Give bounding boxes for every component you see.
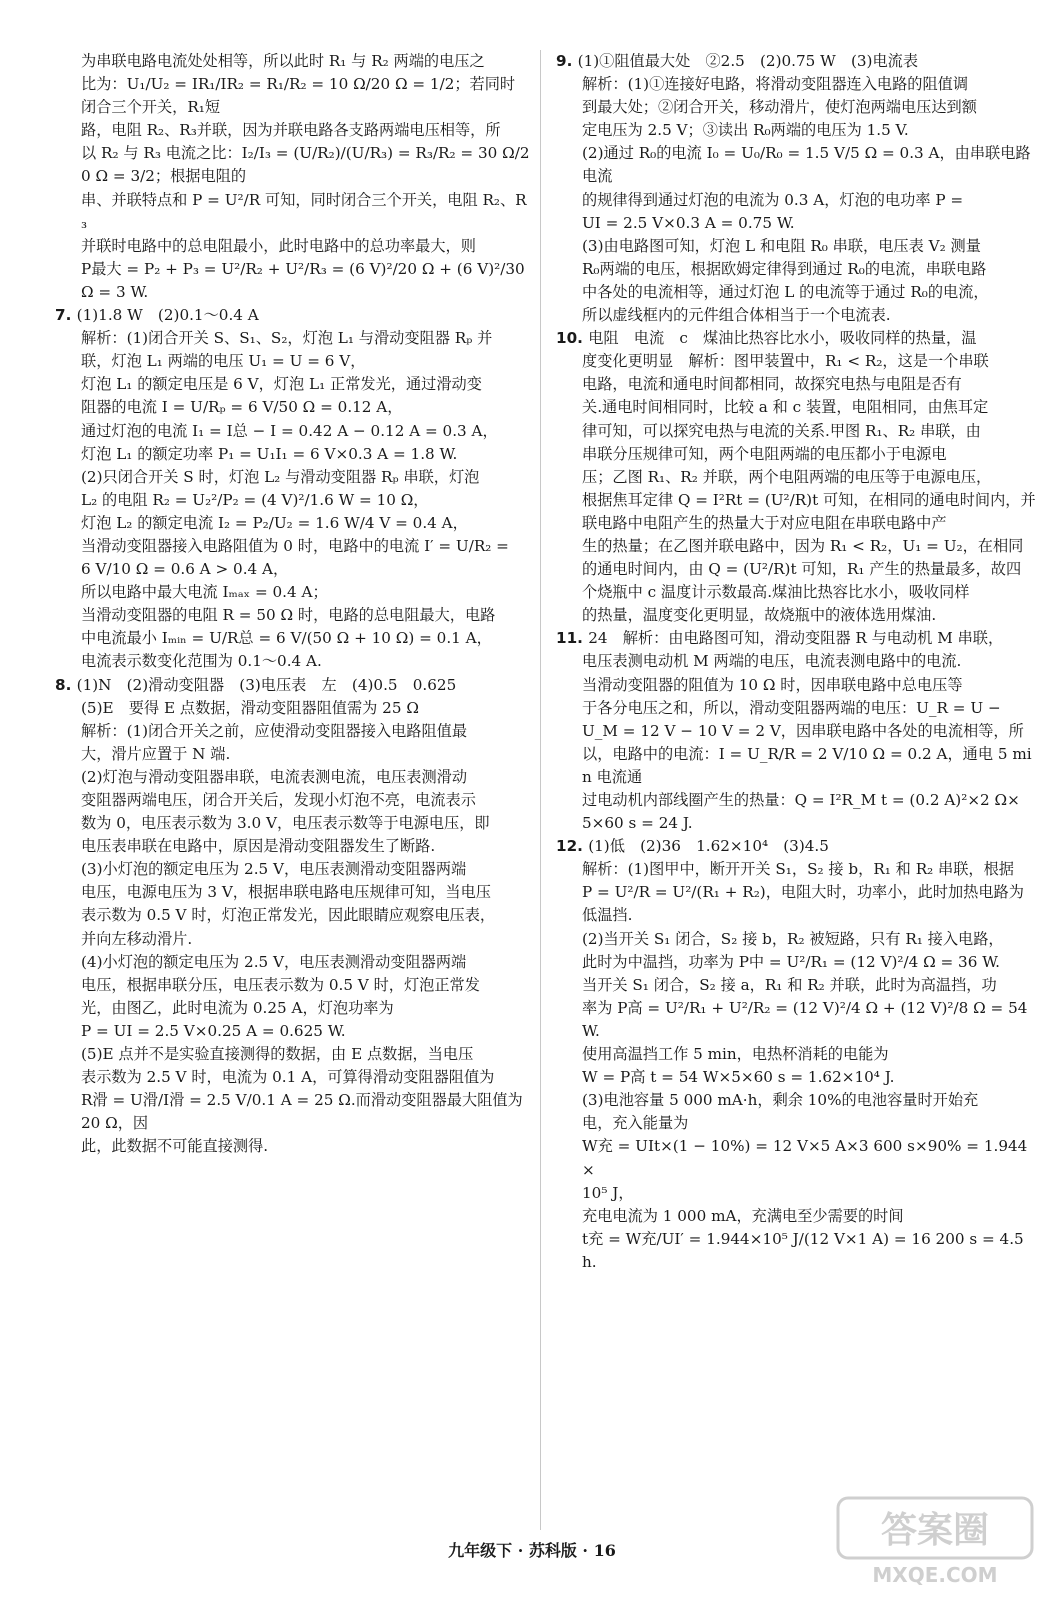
explanation-line: 电流表示数变化范围为 0.1～0.4 A. xyxy=(81,652,322,671)
explanation-line: 以，电路中的电流：I = U_R/R = 2 V/10 Ω = 0.2 A，通电 5 min 电流通 xyxy=(582,744,1032,786)
explanation-line: 当滑动变阻器的阻值为 10 Ω 时，因串联电路中总电压等 xyxy=(582,675,963,694)
explanation-line: R滑 = U滑/I滑 = 2.5 V/0.1 A = 25 Ω.而滑动变阻器最大阻值为 20 Ω，因 xyxy=(81,1091,523,1133)
explanation-line: 表示数为 2.5 V 时，电流为 0.1 A，可算得滑动变阻器阻值为 xyxy=(81,1068,495,1087)
explanation-line: (5)E 点并不是实验直接测得的数据，由 E 点数据，当电压 xyxy=(81,1045,474,1064)
explanation-line: 压；乙图 R₁、R₂ 并联，两个电阻两端的电压等于电源电压， xyxy=(582,467,992,486)
explanation-line: 解析：(1)闭合开关之前，应使滑动变阻器接入电路阻值最 xyxy=(81,721,468,740)
explanation-line: (2)当开关 S₁ 闭合，S₂ 接 b，R₂ 被短路，只有 R₁ 接入电路， xyxy=(582,929,1004,948)
explanation-line: (3)电池容量 5 000 mA·h，剩余 10%的电池容量时开始充 xyxy=(582,1091,979,1110)
explanation-line: 过电动机内部线圈产生的热量：Q = I²R_M t = (0.2 A)²×2 Ω× xyxy=(582,791,1020,809)
explanation-line: 变阻器两端电压，闭合开关后，发现小灯泡不亮，电流表示 xyxy=(81,791,476,809)
explanation-line: 率为 P高 = U²/R₁ + U²/R₂ = (12 V)²/4 Ω + (12 V)²/8 Ω = 54 W. xyxy=(582,998,1028,1040)
question-number: 12. xyxy=(556,837,583,856)
answer-text: (1)①阻值最大处 ②2.5 (2)0.75 W (3)电流表 xyxy=(577,52,919,70)
explanation-line: 解析：(1)图甲中，断开开关 S₁，S₂ 接 b，R₁ 和 R₂ 串联，根据 xyxy=(582,860,1014,879)
explanation-line: 的规律得到通过灯泡的电流为 0.3 A，灯泡的电功率 P = xyxy=(582,190,964,209)
question-number: 11. xyxy=(556,629,583,648)
explanation-line: W充 = UIt×(1 − 10%) = 12 V×5 A×3 600 s×90% = 1.944× xyxy=(582,1137,1028,1179)
explanation-line: 于各分电压之和，所以，滑动变阻器两端的电压：U_R = U − xyxy=(582,698,1001,717)
explanation-line: 串、并联特点和 P = U²/R 可知，同时闭合三个开关，电阻 R₂、R₃ xyxy=(81,190,527,232)
explanation-line: 灯泡 L₁ 的额定电压是 6 V，灯泡 L₁ 正常发光，通过滑动变 xyxy=(81,375,482,394)
page-footer: 九年级下 · 苏科版 · 16 xyxy=(448,1541,616,1560)
explanation-line: t充 = W充/UI′ = 1.944×10⁵ J/(12 V×1 A) = 16 200 s = 4.5 h. xyxy=(582,1229,1024,1271)
question-answer-line xyxy=(556,627,1038,650)
svg-text:MXQE.COM: MXQE.COM xyxy=(872,1563,998,1587)
explanation-line: 电，充入能量为 xyxy=(582,1114,689,1133)
explanation-line: 当开关 S₁ 闭合，S₂ 接 a，R₁ 和 R₂ 并联，此时为高温挡，功 xyxy=(582,975,997,994)
explanation-line: W = P高 t = 54 W×5×60 s = 1.62×10⁴ J. xyxy=(582,1068,895,1087)
explanation-line: 数为 0，电压表示数为 3.0 V，电压表示数等于电源电压，即 xyxy=(81,814,490,833)
explanation-line: 个烧瓶中 c 温度计示数最高.煤油比热容比水小，吸收同样 xyxy=(582,583,970,602)
column-divider xyxy=(540,50,541,1530)
explanation-line: 中电流最小 Iₘᵢₙ = U/R总 = 6 V/(50 Ω + 10 Ω) = 0.1 A， xyxy=(81,629,492,648)
explanation-line: (5)E 要得 E 点数据，滑动变阻器阻值需为 25 Ω xyxy=(81,698,419,717)
explanation-line: P = UI = 2.5 V×0.25 A = 0.625 W. xyxy=(81,1021,346,1040)
question-number: 8. xyxy=(55,675,72,694)
right-column xyxy=(556,50,1038,1274)
answer-text: 24 解析：由电路图可知，滑动变阻器 R 与电动机 M 串联， xyxy=(588,629,1004,648)
explanation-line: 当滑动变阻器接入电路阻值为 0 时，电路中的电流 I′ = U/R₂ = xyxy=(81,536,509,555)
explanation-line: 的通电时间内，由 Q = (U²/R)t 可知，R₁ 产生的热量最多，故四 xyxy=(582,560,1022,579)
explanation-line: 充电电流为 1 000 mA，充满电至少需要的时间 xyxy=(582,1206,904,1225)
explanation-line: 阻器的电流 I = U/Rₚ = 6 V/50 Ω = 0.12 A， xyxy=(81,398,403,417)
explanation-line: 以 R₂ 与 R₃ 电流之比：I₂/I₃ = (U/R₂)/(U/R₃) = R₃/R₂ = 30 Ω/20 Ω = 3/2；根据电阻的 xyxy=(81,144,530,186)
explanation-line: 解析：(1)闭合开关 S、S₁、S₂，灯泡 L₁ 与滑动变阻器 Rₚ 并 xyxy=(81,329,493,348)
question-answer-line xyxy=(556,50,1038,73)
question-answer-line xyxy=(556,835,1038,858)
explanation-line: 大，滑片应置于 N 端. xyxy=(81,744,231,763)
explanation-line: 灯泡 L₂ 的额定电流 I₂ = P₂/U₂ = 1.6 W/4 V = 0.4 A， xyxy=(81,513,468,532)
answer-text: (1)1.8 W (2)0.1～0.4 A xyxy=(76,306,259,325)
explanation-line: 中各处的电流相等，通过灯泡 L 的电流等于通过 R₀的电流， xyxy=(582,282,989,301)
left-column xyxy=(55,50,530,1159)
explanation-line: (3)小灯泡的额定电压为 2.5 V，电压表测滑动变阻器两端 xyxy=(81,860,467,879)
answer-text: (1)低 (2)36 1.62×10⁴ (3)4.5 xyxy=(588,837,829,856)
answer-text: 电阻 电流 c 煤油比热容比水小，吸收同样的热量，温 xyxy=(588,329,977,348)
question-answer-line xyxy=(55,674,530,697)
explanation-line: P = U²/R = U²/(R₁ + R₂)，电阻大时，功率小，此时加热电路为低温挡. xyxy=(582,883,1024,925)
explanation-line: 使用高温挡工作 5 min，电热杯消耗的电能为 xyxy=(582,1045,889,1064)
explanation-line: P最大 = P₂ + P₃ = U²/R₂ + U²/R₃ = (6 V)²/20 Ω + (6 V)²/30 Ω = 3 W. xyxy=(81,259,525,301)
explanation-line: UI = 2.5 V×0.3 A = 0.75 W. xyxy=(582,213,795,232)
explanation-line: 6 V/10 Ω = 0.6 A > 0.4 A， xyxy=(81,560,289,579)
explanation-line: 联电路中电阻产生的热量大于对应电阻在串联电路中产 xyxy=(582,513,947,532)
explanation-line: (4)小灯泡的额定电压为 2.5 V，电压表测滑动变阻器两端 xyxy=(81,952,467,971)
explanation-line: 10⁵ J， xyxy=(582,1183,634,1202)
question-number: 9. xyxy=(556,52,573,70)
explanation-line: 光，由图乙，此时电流为 0.25 A，灯泡功率为 xyxy=(81,998,394,1017)
question-number: 7. xyxy=(55,306,72,325)
explanation-line: (2)通过 R₀的电流 I₀ = U₀/R₀ = 1.5 V/5 Ω = 0.3 A，由串联电路电流 xyxy=(582,144,1031,186)
explanation-line: 生的热量；在乙图并联电路中，因为 R₁ < R₂，U₁ = U₂，在相同 xyxy=(582,536,1024,555)
explanation-line: 关.通电时间相同时，比较 a 和 c 装置，电阻相同，由焦耳定 xyxy=(582,398,989,417)
explanation-line: R₀两端的电压，根据欧姆定律得到通过 R₀的电流，串联电路 xyxy=(582,259,987,278)
explanation-line: 电路，电流和通电时间都相同，故探究电热与电阻是否有 xyxy=(582,375,962,394)
question-answer-line xyxy=(556,327,1038,350)
explanation-line: 此，此数据不可能直接测得. xyxy=(81,1137,269,1156)
watermark-logo xyxy=(830,1490,1040,1590)
explanation-line: 并向左移动滑片. xyxy=(81,929,193,948)
explanation-line: 此时为中温挡，功率为 P中 = U²/R₁ = (12 V)²/4 Ω = 36 W. xyxy=(582,952,1000,971)
explanation-line: 到最大处；②闭合开关，移动滑片，使灯泡两端电压达到额 xyxy=(582,98,977,117)
explanation-line: 电压表串联在电路中，原因是滑动变阻器发生了断路. xyxy=(81,837,436,856)
explanation-line: 串联分压规律可知，两个电阻两端的电压都小于电源电 xyxy=(582,444,947,463)
explanation-line: (2)只闭合开关 S 时，灯泡 L₂ 与滑动变阻器 Rₚ 串联，灯泡 xyxy=(81,467,480,486)
explanation-line: 电压，电源电压为 3 V，根据串联电路电压规律可知，当电压 xyxy=(81,883,491,902)
question-answer-line xyxy=(55,304,530,327)
explanation-line: 解析：(1)①连接好电路，将滑动变阻器连入电路的阻值调 xyxy=(582,75,969,94)
explanation-line: 路，电阻 R₂、R₃并联，因为并联电路各支路两端电压相等，所 xyxy=(81,121,501,140)
explanation-line: 律可知，可以探究电热与电流的关系.甲图 R₁、R₂ 串联，由 xyxy=(582,421,981,440)
explanation-line: L₂ 的电阻 R₂ = U₂²/P₂ = (4 V)²/1.6 W = 10 Ω， xyxy=(81,490,429,509)
explanation-line: (2)灯泡与滑动变阻器串联，电流表测电流，电压表测滑动 xyxy=(81,767,468,786)
explanation-line: U_M = 12 V − 10 V = 2 V，因串联电路中各处的电流相等，所 xyxy=(582,721,1024,740)
explanation-line: 当滑动变阻器的电阻 R = 50 Ω 时，电路的总电阻最大，电路 xyxy=(81,606,496,625)
explanation-line: 的热量，温度变化更明显，故烧瓶中的液体选用煤油. xyxy=(582,606,937,625)
explanation-line: 电压，根据串联分压，电压表示数为 0.5 V 时，灯泡正常发 xyxy=(81,975,480,994)
explanation-line: 为串联电路电流处处相等，所以此时 R₁ 与 R₂ 两端的电压之 xyxy=(81,52,485,70)
explanation-line: 联，灯泡 L₁ 两端的电压 U₁ = U = 6 V， xyxy=(81,352,366,371)
explanation-line: 定电压为 2.5 V；③读出 R₀两端的电压为 1.5 V. xyxy=(582,121,909,140)
explanation-line: 所以虚线框内的元件组合体相当于一个电流表. xyxy=(582,306,891,325)
explanation-line: 比为：U₁/U₂ = IR₁/IR₂ = R₁/R₂ = 10 Ω/20 Ω = 1/2；若同时闭合三个开关，R₁短 xyxy=(81,75,516,117)
explanation-line: 并联时电路中的总电阻最小，此时电路中的总功率最大，则 xyxy=(81,236,476,255)
explanation-line: 灯泡 L₁ 的额定功率 P₁ = U₁I₁ = 6 V×0.3 A = 1.8 W. xyxy=(81,444,458,463)
explanation-line: 表示数为 0.5 V 时，灯泡正常发光，因此眼睛应观察电压表， xyxy=(81,906,496,925)
answer-text: (1)N (2)滑动变阻器 (3)电压表 左 (4)0.5 0.625 xyxy=(76,675,457,694)
explanation-line: 电压表测电动机 M 两端的电压，电流表测电路中的电流. xyxy=(582,652,962,671)
svg-text:答案圈: 答案圈 xyxy=(880,1510,990,1551)
question-number: 10. xyxy=(556,329,583,348)
explanation-line: (3)由电路图可知，灯泡 L 和电阻 R₀ 串联，电压表 V₂ 测量 xyxy=(582,236,981,255)
explanation-line: 度变化更明显 解析：图甲装置中，R₁ < R₂，这是一个串联 xyxy=(582,352,989,371)
explanation-line: 所以电路中最大电流 Iₘₐₓ = 0.4 A； xyxy=(81,583,328,602)
explanation-line: 通过灯泡的电流 I₁ = I总 − I = 0.42 A − 0.12 A = 0.3 A， xyxy=(81,421,498,440)
explanation-line: 根据焦耳定律 Q = I²Rt = (U²/R)t 可知，在相同的通电时间内，并 xyxy=(582,490,1036,509)
explanation-line: 5×60 s = 24 J. xyxy=(582,814,693,833)
